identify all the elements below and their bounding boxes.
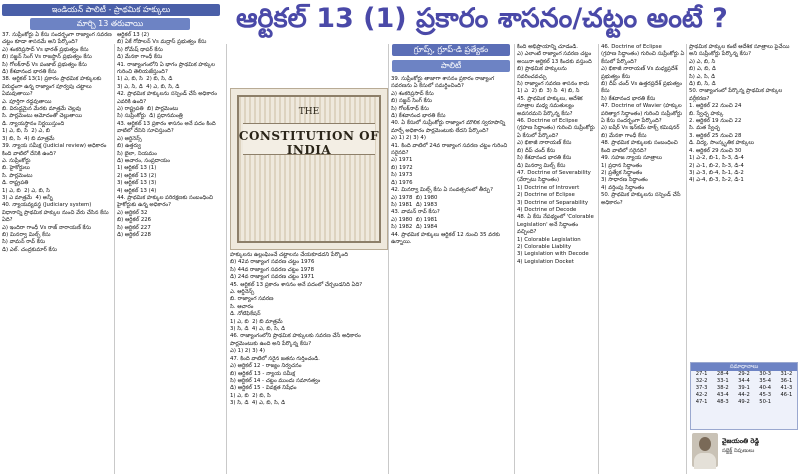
answer-cell: 47-1 [695, 399, 708, 405]
column-2: ఆర్టికల్‌ 13 (2) బి) ఏకే గోపాలన్‌ Vs మద్రాస్‌ ప్రభుత్వం కేసు సి) రోమేష్‌ థాపర్‌ కేసు డి) మేనకా గాంధీ కేసు 41. రాజ్యాంగంలోని ఏ భాగం ప్రాథమిక హక్కుల గురించి తెలియజేస్తుంది? 1) ఎ, బి, సి 2) బి, సి, డి 3) ఎ, సి, డి 4) ఎ, బి, సి, డి 42. ప్రాథమిక హక్కులను సస్పెండ్‌ చేసే అధికారం ఎవరికి ఉంది? ఎ) రాష్ట్రపతి బి) పార్లమెంటు సి) సుప్రీంకోర్టు డి) ప్రధానమంత్రి 43. ఆర్టికల్‌ 13 ప్రకారం శాసనం అనే పదం కింది వాటిలో దేనిని సూచిస్తుంది? ఎ) ఆర్డినెన్స్‌ బి) ఉత్తర్వు సి) బైలా, నియమం డి) ఆచారం, సంప్రదాయం 1) ఆర్టికల్‌ 13 (1) 2) ఆర్టికల్‌ 13 (2) 3) ఆర్టికల్‌ 13 (3) 4) ఆర్టికల్‌ 13 (4) 44. ప్రాథమిక హక్కుల పరిరక్షణకు సంబంధించి హైకోర్టుకు ఉన్న అధికారం? ఎ) ఆర్టికల్‌ 32 బి) ఆర్టికల్‌ 226 సి) ఆర్టికల్‌ 227 డి) ఆర్టికల్‌ 228 [117, 32, 217, 238]
answer-cell: 29-2 [738, 371, 750, 377]
answer-cell: 36-1 [780, 378, 793, 384]
column-3: హక్కులను ఉల్లంఘించే చట్టాలను చేయకూడదని పేర్కొంది బి) 42వ రాజ్యాంగ సవరణ చట్టం 1976 సి) 44వ రాజ్యాంగ సవరణ చట్టం 1978 డి) 24వ రాజ్యాంగ సవరణ చట్టం 1971 45. ఆర్టికల్‌ 13 ప్రకారం శాసనం అనే పదంలో చేర్చబడనిది ఏది? ఎ. ఆర్డినెన్స్‌ బి. రాజ్యాంగ సవరణ సి. ఆచారం డి. నోటిఫికేషన్‌ 1) ఎ, బి 2) బి మాత్రమే 3) సి, డి 4) ఎ, బి, సి, డి 46. రాజ్యాంగంలోని ప్రాథమిక హక్కులకు సవరణ చేసే అధికారం పార్లమెంటుకు ఉంది అని పేర్కొన్న కేసు? ఎ) 1) 2) 3) 4) 47. కింది వాటిలో సరైన జతను గుర్తించండి. ఎ) ఆర్టికల్‌ 12 - రాజ్యం నిర్వచనం బి) ఆర్టికల్‌ 13 - న్యాయ సమీక్ష సి) ఆర్టికల్‌ 14 - చట్టం ముందు సమానత్వం డి) ఆర్టికల్‌ 15 - వివక్షత నిషేధం 1) ఎ, బి 2) బి, సి 3) సి, డి 4) ఎ, బి, సి, డి [230, 252, 363, 407]
image-the-text: THE [298, 107, 320, 117]
column-divider [598, 44, 599, 474]
answer-cell: 39-1 [738, 385, 750, 391]
answer-cell: 45-3 [759, 392, 772, 398]
answer-cell: 42-2 [695, 392, 708, 398]
column-4: 39. సుప్రీంకోర్టు తాజాగా శాసనం ప్రకారం రాజ్యాంగ సవరణను ఏ కేసులో సమర్థించింది? ఎ) శంకరిప్రసాద్‌ కేసు బి) సజ్జన్‌ సింగ్‌ కేసు సి) గోలక్‌నాథ్‌ కేసు డి) కేశవానంద భారతి కేసు 40. ఏ కేసులో సుప్రీంకోర్టు రాజ్యాంగ మౌలిక స్వరూపాన్ని మార్చే అధికారం పార్లమెంటుకు లేదని పేర్కొంది? ఎ) 1) 2) 3) 4) 41. కింది వాటిలో 24వ రాజ్యాంగ సవరణ చట్టం గురించి సరైనది? ఎ) 1971 బి) 1972 సి) 1973 డి) 1976 42. మినర్వా మిల్స్‌ కేసు ఏ సంవత్సరంలో తీర్పు? ఎ) 1978 బి) 1980 సి) 1981 డి) 1983 43. వామన్‌ రావ్‌ కేసు? ఎ) 1980 బి) 1981 సి) 1982 డి) 1984 44. ప్రాథమిక హక్కులు ఆర్టికల్‌ 12 నుంచి 35 వరకు ఉన్నాయి. [391, 76, 508, 245]
answer-row [691, 378, 797, 385]
image-title-text: CONSTITUTION OF INDIA [238, 129, 380, 157]
answer-cell: 41-3 [780, 385, 793, 391]
constitution-image [230, 88, 388, 250]
answer-cell: 46-1 [780, 392, 793, 398]
column-divider [514, 44, 515, 474]
answer-cell: 31-2 [780, 371, 793, 377]
author-name: వైజయంతి రెడ్డి [722, 437, 760, 445]
answer-key [690, 362, 798, 430]
column-divider [686, 44, 687, 474]
subsection-label: మార్చి 13 తరువాయి [30, 18, 190, 30]
answer-cell: 30-3 [759, 371, 772, 377]
headline: ఆర్టికల్‌ 13 (1) ప్రకారం శాసనం/చట్టం అంటే ? [236, 3, 728, 34]
answer-row [691, 399, 797, 406]
answer-cell: 35-4 [759, 378, 772, 384]
answer-cell: 27-1 [695, 371, 708, 377]
column-divider [114, 44, 115, 474]
answer-row [691, 371, 797, 378]
answer-cell: 37-3 [695, 385, 708, 391]
answer-row [691, 392, 797, 399]
answer-cell: 44-2 [738, 392, 750, 398]
subject-tag: పాలిటీ [392, 60, 510, 72]
column-6: 46. Doctrine of Eclipse (గ్రహణ సిద్ధాంతం) గురించి సుప్రీంకోర్టు ఏ కేసులో పేర్కొంది? ఎ) భికాజీ నారాయణ్‌ Vs మధ్యప్రదేశ్‌ ప్రభుత్వం కేసు బి) దీప్‌ చంద్‌ Vs ఉత్తరప్రదేశ్‌ ప్రభుత్వం కేసు సి) కేశవానంద భారతి కేసు 47. Doctrine of Wavier (హక్కుల పరిత్యాగ సిద్ధాంతం) గురించి సుప్రీంకోర్టు ఏ కేసు సందర్భంగా పేర్కొంది? ఎ) బషీర్‌ Vs ఇన్‌కమ్‌ టాక్స్‌ కమిషనర్‌ బి) మేనకా గాంధీ కేసు 48. ప్రాథమిక హక్కులకు సంబంధించి కింది వాటిలో సరైనది? 49. సహజ న్యాయ సూత్రాలు 1) ప్రధాన సిద్ధాంతం 2) ప్రత్యేక సిద్ధాంతం 3) సాధారణ సిద్ధాంతం 4) వర్తింపు సిద్ధాంతం 50. ప్రాథమిక హక్కులను సస్పెండ్‌ చేసే అధికారం? [601, 44, 685, 206]
answer-cell: 50-1 [759, 399, 772, 405]
column-divider [226, 44, 227, 474]
answer-cell: 40-4 [759, 385, 772, 391]
answer-key-title: సమాధానాలు [691, 363, 797, 371]
answer-cell [776, 399, 797, 406]
answer-cell: 28-4 [716, 371, 729, 377]
answer-cell: 33-1 [716, 378, 729, 384]
answer-cell: 49-2 [738, 399, 750, 405]
author-role: సబ్జెక్ట్‌ నిపుణులు [722, 448, 755, 454]
answer-cell: 48-3 [716, 399, 729, 405]
column-1: 37. సుప్రీంకోర్టు ఏ కేసు సందర్భంగా రాజ్యాంగ సవరణ చట్టం కూడా శాసనమే అని పేర్కొంది? ఎ) శంకరిప్రసాద్‌ Vs భారత్‌ ప్రభుత్వం కేసు బి) సజ్జన్‌ సింగ్‌ Vs రాజస్థాన్‌ ప్రభుత్వం కేసు సి) గోలక్‌నాథ్‌ Vs పంజాబ్‌ ప్రభుత్వం కేసు డి) కేశవానంద భారతి కేసు 38. ఆర్టికల్‌ 13(1) ప్రకారం ప్రాథమిక హక్కులకు విరుద్ధంగా ఉన్న రాజ్యాంగ పూర్వపు చట్టాలు ఏమవుతాయి? ఎ. పూర్తిగా రద్దవుతాయి బి. విరుద్ధమైన మేరకు మాత్రమే చెల్లవు సి. పార్లమెంటు ఆమోదంతో చెల్లుతాయి డి. న్యాయస్థానం నిర్ణయిస్తుంది 1) ఎ, బి, సి 2) ఎ, బి 3) బి, సి 4) బి మాత్రమే 39. న్యాయ సమీక్ష (Judicial review) అధికారం కింది వాటిలో దేనికి ఉంది? ఎ. సుప్రీంకోర్టు బి. హైకోర్టులు సి. పార్లమెంటు డి. రాష్ట్రపతి 1) ఎ, బి 2) ఎ, బి, సి 3) ఎ మాత్రమే 4) అన్నీ 40. న్యాయవ్యవస్థ (Judiciary system) విధానాన్ని ప్రాథమిక హక్కుల నుంచి వేరు చేసిన కేసు ఏది? ఎ) ఇందిరా గాంధీ Vs రాజ్‌ నారాయణ్‌ కేసు బి) మినర్వా మిల్స్‌ కేసు సి) వామన్‌ రావ్‌ కేసు డి) ఎల్‌. చంద్రకుమార్‌ కేసు [2, 32, 112, 253]
column-divider [388, 44, 389, 474]
answer-row [691, 385, 797, 392]
answer-cell: 43-4 [716, 392, 729, 398]
column-7: ప్రాథమిక హక్కుల కంటే ఆదేశిక సూత్రాలు పైచేయి అని సుప్రీంకోర్టు పేర్కొన్న కేసు? ఎ) ఎ, బి, సి బి) ఎ, బి, డి సి) ఎ, సి, డి డి) బి, సి, డి 50. రాజ్యాంగంలో పేర్కొన్న ప్రాథమిక హక్కుల వర్గీకరణ? 1. ఆర్టికల్‌ 22 నుంచి 24 బి. స్వేచ్ఛ హక్కు 2. ఆర్టికల్‌ 19 నుంచి 22 సి. మత స్వేచ్ఛ 3. ఆర్టికల్‌ 25 నుంచి 28 డి. విద్య, సాంస్కృతిక హక్కులు 4. ఆర్టికల్‌ 29 నుంచి 30 1) ఎ-2, బి-1, సి-3, డి-4 2) ఎ-1, బి-2, సి-3, డి-4 3) ఎ-3, బి-4, సి-1, డి-2 4) ఎ-4, బి-3, సి-2, డి-1 [689, 44, 790, 184]
exam-tag: గ్రూప్స్‌, గ్రూప్‌-డి ప్రత్యేకం [392, 44, 510, 56]
answer-cell: 38-2 [716, 385, 729, 391]
author-credit [690, 431, 796, 471]
answer-cell: 34-4 [738, 378, 750, 384]
column-5: కింది అభిప్రాయాన్ని చూడండి. ఎ) ఎలాంటి రాజ్యాంగ సవరణ చట్టం అయినా ఆర్టికల్‌ 13 కిందకు వస్తుంది బి) ప్రాథమిక హక్కులను సవరించవచ్చు సి) రాజ్యాంగ సవరణ శాసనం కాదు 1) ఎ 2) బి 3) సి 4) బి, సి 45. ప్రాథమిక హక్కులు, ఆదేశిక సూత్రాల మధ్య సమతుల్యం అవసరమని పేర్కొన్న కేసు? 46. Doctrine of Eclipse (గ్రహణ సిద్ధాంతం) గురించి సుప్రీంకోర్టు ఏ కేసులో పేర్కొంది? ఎ) భికాజీ నారాయణ్‌ కేసు బి) దీప్‌ చంద్‌ కేసు సి) కేశవానంద భారతి కేసు డి) మినర్వా మిల్స్‌ కేసు 47. Doctrine of Severability (వేర్పాటు సిద్ధాంతం) 1) Doctrine of Introvert 2) Doctrine of Eclipse 3) Doctrine of Separability 4) Doctrine of Decode 48. ఏ కేసు నేపథ్యంలో 'Colorable Legislation' అనే సిద్ధాంతం వచ్చింది? 1) Colorable Legislation 2) Colorable Liablity 3) Legislation with Decode 4) Legislation Docket [517, 44, 595, 265]
ornamental-frame [237, 95, 381, 243]
author-photo [692, 433, 718, 467]
section-label: ఇండియన్‌ పాలిటీ - ప్రాథమిక హక్కులు [2, 4, 220, 16]
answer-cell: 32-2 [695, 378, 708, 384]
answer-table [691, 371, 797, 406]
